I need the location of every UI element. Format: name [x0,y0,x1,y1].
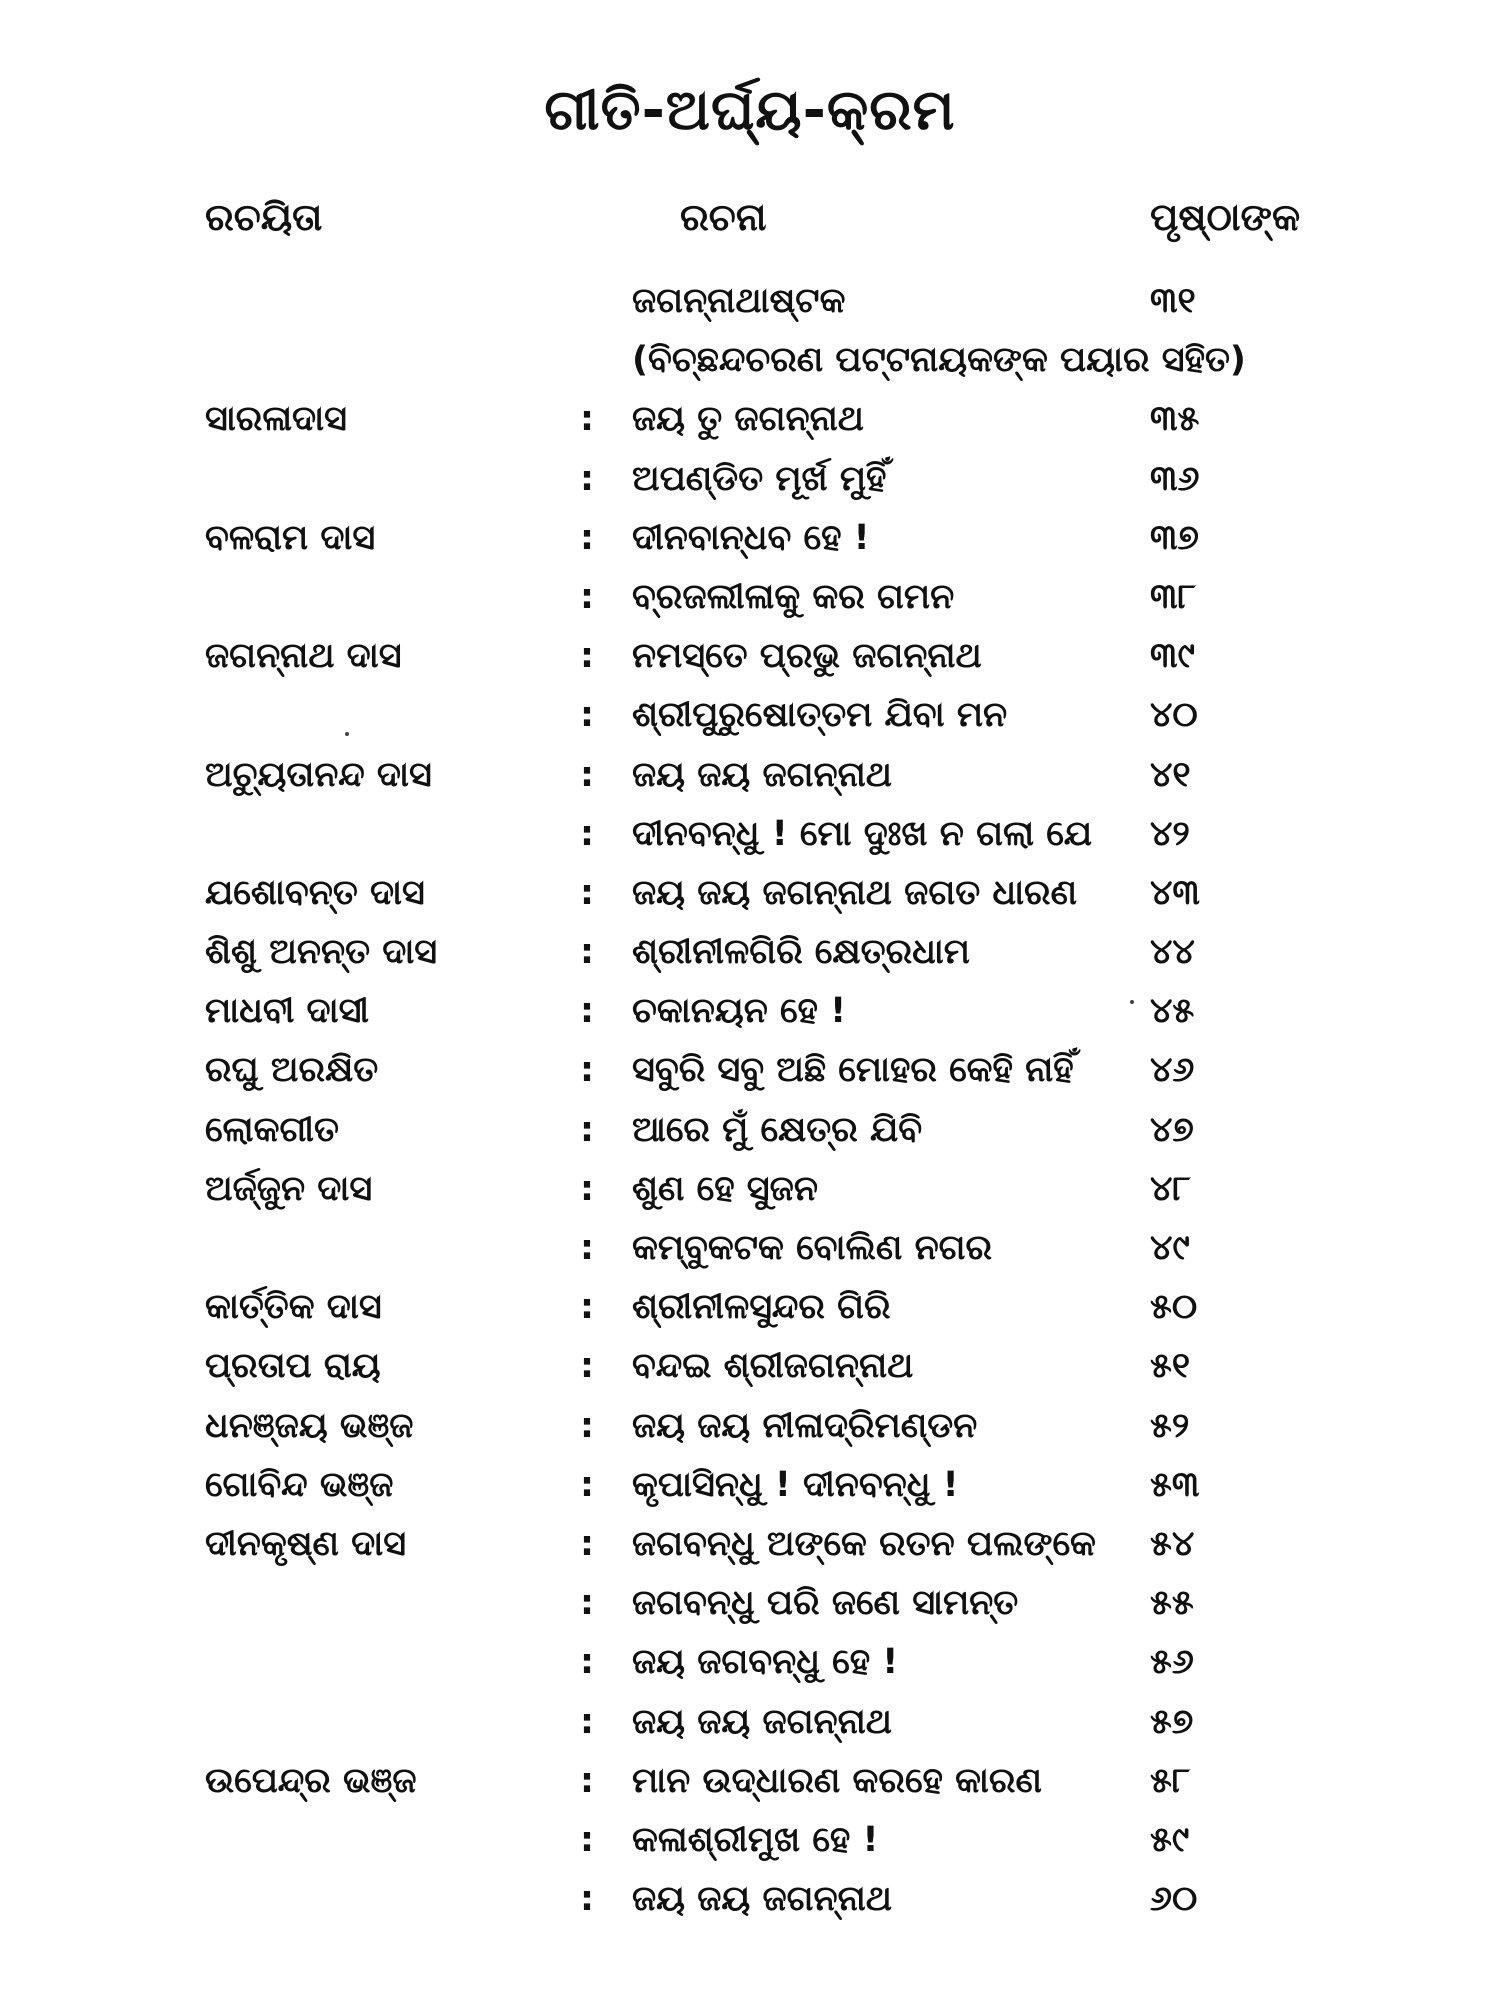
contents-row [0,923,1500,982]
separator-colon: : [580,1346,594,1387]
contents-row [0,1160,1500,1219]
author-name: ଉପେନ୍ଦ୍ର ଭଞ୍ଜ [205,1760,417,1801]
contents-row [0,686,1500,745]
work-title: କମ୍ବୁକଟକ ବୋଲିଣ ନଗର [632,1228,993,1268]
separator-colon: : [580,932,594,973]
contents-row [0,1693,1500,1752]
page-number: ୪୭ [1150,1109,1194,1150]
page-number: ୫୪ [1150,1523,1195,1564]
author-name: ଶିଶୁ ଅନନ୍ତ ଦାସ [205,932,438,973]
author-name: ସାରଳାଦାସ [205,399,347,440]
contents-row [0,1101,1500,1160]
page-number: ୪୫ [1150,991,1195,1032]
page-number: ୪୮ [1150,1168,1191,1209]
contents-row [0,509,1500,568]
work-title: ଜୟ ଜୟ ନୀଳାଦ୍ରିମଣ୍ଡନ [632,1405,978,1446]
separator-colon: : [580,576,594,617]
page-number: ୩୮ [1150,576,1196,617]
contents-row [0,627,1500,686]
separator-colon: : [580,1701,594,1742]
separator-colon: : [580,399,594,440]
contents-row [0,1041,1500,1100]
page-number: ୫୯ [1150,1819,1190,1860]
contents-row [0,1337,1500,1396]
separator-colon: : [580,1523,594,1564]
page-number: ୩୭ [1150,517,1199,558]
author-name: ରଘୁ ଅରକ୍ଷିତ [205,1050,379,1091]
work-title: ମାନ ଉଦ୍ଧାରଣ କରହେ କାରଣ [632,1760,1042,1801]
page-number: ୫୩ [1150,1464,1200,1505]
header-page-number: ପୃଷ୍ଠାଙ୍କ [1150,195,1301,239]
page-number: ୪୯ [1150,1228,1190,1268]
author-name: କାର୍ତ୍ତିକ ଦାସ [205,1287,382,1328]
work-title: ଶୁଣ ହେ ସୁଜନ [632,1168,818,1209]
contents-list [0,272,1500,1929]
page-number: ୩୯ [1150,636,1195,677]
author-name: ଲୋକଗୀତ [205,1109,339,1150]
page-number: ୩୧ [1150,281,1196,321]
work-title: ନମସ୍ତେ ପ୍ରଭୁ ଜଗନ୍ନାଥ [632,636,982,677]
work-title: ଆରେ ମୁଁ କ୍ଷେତ୍ର ଯିବି [632,1109,923,1150]
separator-colon: : [580,1760,594,1801]
work-title: ଦୀନବନ୍ଧୁ ! ମୋ ଦୁଃଖ ନ ଗଲା ଯେ [632,813,1093,854]
separator-colon: : [580,636,594,677]
contents-row [0,746,1500,805]
page-number: ୪୨ [1150,813,1190,854]
separator-colon: : [580,517,594,558]
work-title: କୃପାସିନ୍ଧୁ ! ଦୀନବନ୍ଧୁ ! [632,1464,959,1505]
contents-row [0,331,1500,390]
author-name: ଅଚ୍ୟୁତାନନ୍ଦ ଦାସ [205,754,432,795]
separator-colon: : [580,991,594,1032]
page-number: ୬୦ [1150,1879,1198,1920]
separator-colon: : [580,1109,594,1150]
contents-row [0,390,1500,449]
contents-row [0,1515,1500,1574]
separator-colon: : [580,1228,594,1268]
author-name: ଦୀନକୃଷ୍ଣ ଦାସ [205,1523,407,1564]
page-number: ୫୮ [1150,1760,1191,1801]
contents-row [0,568,1500,627]
author-name: ଧନଞ୍ଜୟ ଭଞ୍ଜ [205,1405,414,1446]
work-title: ଦୀନବାନ୍ଧବ ହେ ! [632,517,870,558]
work-title: ଶ୍ରୀନୀଳସୁନ୍ଦର ଗିରି [632,1287,891,1328]
header-work: ରଚନା [680,195,767,239]
author-name: ଅର୍ଜ୍ଜୁନ ଦାସ [205,1168,373,1209]
page-number: ୫୭ [1150,1701,1194,1742]
print-speck [1130,1000,1134,1004]
contents-row [0,1278,1500,1337]
separator-colon: : [580,754,594,795]
separator-colon: : [580,1583,594,1624]
work-title: ଜଗନ୍ନାଥାଷ୍ଟକ [632,281,846,321]
contents-row [0,1219,1500,1278]
work-title: ଶ୍ରୀନୀଳଗିରି କ୍ଷେତ୍ରଧାମ [632,932,970,973]
author-name: ପ୍ରତାପ ରାୟ [205,1346,381,1387]
work-title: ଜୟ ଜୟ ଜଗନ୍ନାଥ ଜଗତ ଧାରଣ [632,872,1078,913]
work-title: କଳାଶ୍ରୀମୁଖ ହେ ! [632,1819,879,1860]
work-title: ଜୟ ଜୟ ଜଗନ୍ନାଥ [632,754,892,795]
work-title: ଜୟ ଜଗବନ୍ଧୁ ହେ ! [632,1642,899,1683]
work-title: ଜୟ ଜୟ ଜଗନ୍ନାଥ [632,1879,892,1920]
separator-colon: : [580,1168,594,1209]
work-title: (ବିଚ୍ଛନ୍ଦଚରଣ ପଟ୍ଟନାୟକଙ୍କ ପୟାର ସହିତ) [632,340,1246,381]
work-title: ସବୁରି ସବୁ ଅଛି ମୋହର କେହି ନାହିଁ [632,1050,1074,1091]
author-name: ମାଧବୀ ଦାସୀ [205,991,370,1032]
separator-colon: : [580,695,594,736]
separator-colon: : [580,1642,594,1683]
contents-row [0,1456,1500,1515]
author-name: ବଳରାମ ଦାସ [205,517,376,558]
work-title: ଚକାନୟନ ହେ ! [632,991,847,1032]
separator-colon: : [580,458,594,499]
page-number: ୪୧ [1150,754,1191,795]
work-title: ବ୍ରଜଲୀଳାକୁ କର ଗମନ [632,576,955,617]
page-number: ୩୬ [1150,458,1200,499]
author-name: ଯଶୋବନ୍ତ ଦାସ [205,872,425,913]
author-name: ଜଗନ୍ନାଥ ଦାସ [205,636,402,677]
separator-colon: : [580,1287,594,1328]
separator-colon: : [580,813,594,854]
page-number: ୫୫ [1150,1583,1194,1624]
separator-colon: : [580,1879,594,1920]
contents-row [0,1811,1500,1870]
contents-row [0,450,1500,509]
print-speck [345,732,349,736]
work-title: ଜଗବନ୍ଧୁ ପରି ଜଣେ ସାମନ୍ତ [632,1583,1019,1624]
work-title: ଜୟ ତୁ ଜଗନ୍ନାଥ [632,399,864,440]
separator-colon: : [580,1819,594,1860]
page-number: ୪୩ [1150,872,1200,913]
author-name: ଗୋବିନ୍ଦ ଭଞ୍ଜ [205,1464,394,1505]
contents-row [0,864,1500,923]
page-number: ୪୪ [1150,932,1195,973]
contents-row [0,1752,1500,1811]
separator-colon: : [580,1405,594,1446]
contents-row [0,1633,1500,1692]
contents-row [0,1397,1500,1456]
page-number: ୩୫ [1150,399,1200,440]
page-number: ୪୬ [1150,1050,1195,1091]
page-number: ୫୦ [1150,1287,1198,1328]
page-number: ୫୧ [1150,1346,1191,1387]
work-title: ଜଗବନ୍ଧୁ ଅଙ୍କେ ରତନ ପଲଙ୍କେ [632,1523,1096,1564]
page-number: ୫୨ [1150,1405,1190,1446]
contents-row [0,1574,1500,1633]
work-title: ବନ୍ଦଇ ଶ୍ରୀଜଗନ୍ନାଥ [632,1346,914,1387]
separator-colon: : [580,1464,594,1505]
work-title: ଶ୍ରୀପୁରୁଷୋତ୍ତମ ଯିବା ମନ [632,695,1008,736]
separator-colon: : [580,872,594,913]
page-number: ୫୬ [1150,1642,1194,1683]
separator-colon: : [580,1050,594,1091]
contents-row [0,1870,1500,1929]
contents-row [0,805,1500,864]
contents-row [0,272,1500,331]
page-title: ଗୀତି-ଅର୍ଘ୍ୟ-କ୍ରମ [544,78,956,143]
page-number: ୪୦ [1150,695,1198,736]
contents-row [0,982,1500,1041]
header-author: ରଚୟିତା [205,195,323,239]
work-title: ଅପଣ୍ଡିତ ମୂର୍ଖ ମୁହିଁ [632,458,887,499]
work-title: ଜୟ ଜୟ ଜଗନ୍ନାଥ [632,1701,892,1742]
